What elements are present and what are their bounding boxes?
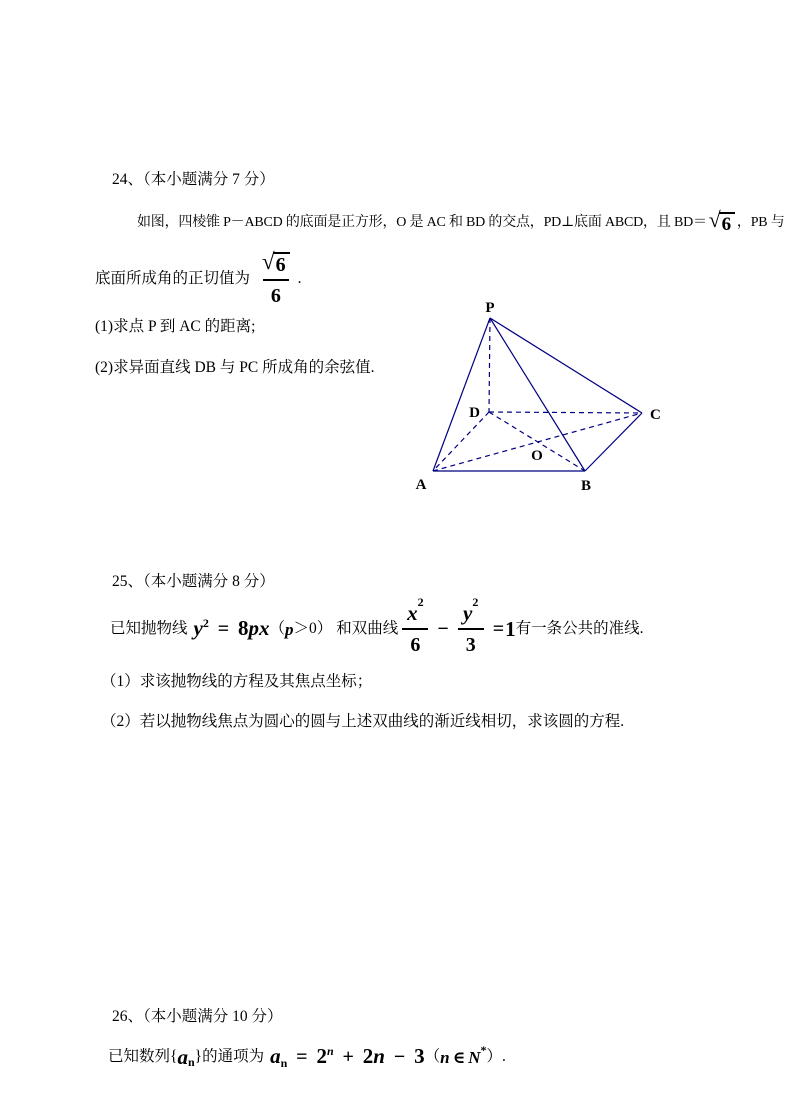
- general-term-formula: [270, 1043, 425, 1071]
- q25-eq-mid: 和双曲线: [336, 620, 399, 638]
- subscript-n: n: [187, 1054, 195, 1069]
- minus-sign: −: [437, 618, 449, 640]
- edge-DC-dashed: [489, 412, 642, 413]
- gt-zero: ＞0: [293, 620, 317, 638]
- coefficient-8: 8: [238, 615, 249, 640]
- q25-title: 25、（本小题满分 8 分）: [112, 573, 275, 590]
- edge-BC: [585, 413, 642, 471]
- radicand: 6: [719, 212, 735, 234]
- q26-title: 26、（本小题满分 10 分）: [112, 1008, 283, 1025]
- q26-sequence-line: [108, 1039, 506, 1075]
- vertex-label-B: B: [580, 478, 592, 494]
- q25-equation-line: [110, 595, 644, 663]
- edge-DA-dashed: [433, 412, 489, 471]
- var-y: y: [463, 601, 473, 625]
- edge-PA: [433, 318, 490, 471]
- equals-sign: =: [217, 617, 230, 640]
- number-3: 3: [414, 1043, 425, 1068]
- fraction-denominator: 3: [458, 628, 484, 655]
- q25-item-2: （2）若以抛物线焦点为圆心的圆与上述双曲线的渐近线相切，求该圆的方程.: [101, 713, 625, 730]
- edge-PC: [490, 318, 642, 413]
- var-y: y: [193, 615, 203, 640]
- base-2: 2: [316, 1043, 327, 1068]
- q24-para1-tail: ，PB 与: [736, 215, 785, 231]
- fraction-denominator: 6: [402, 628, 428, 655]
- equals-sign: =: [296, 1045, 308, 1068]
- var-a: a: [177, 1044, 188, 1069]
- hyperbola-fraction-x: [402, 594, 428, 656]
- q24-para2-text: 底面所成角的正切值为: [95, 270, 251, 288]
- exponent-2: 2: [417, 594, 424, 609]
- coefficient-2: 2: [362, 1043, 374, 1068]
- plus-sign: +: [342, 1045, 354, 1068]
- radical-sign: √: [708, 208, 721, 232]
- var-n: n: [440, 1047, 450, 1067]
- pyramid-svg: [408, 298, 680, 508]
- vertex-label-P: P: [485, 300, 495, 316]
- minus-sign: −: [393, 1045, 406, 1068]
- var-a: a: [270, 1043, 281, 1068]
- paren-close: ）: [316, 620, 333, 638]
- radical-sign: √: [262, 249, 275, 274]
- q25-item-1: （1）求该抛物线的方程及其焦点坐标；: [101, 673, 373, 690]
- vertex-label-A: A: [415, 477, 427, 493]
- vertex-label-C: C: [650, 407, 661, 423]
- sqrt-6-numerator: [262, 249, 290, 276]
- q24-paragraph-1: [137, 206, 785, 240]
- var-p: p: [285, 619, 294, 639]
- paren-open: （: [424, 1048, 441, 1066]
- q24-item-2: (2)求异面直线 DB 与 PC 所成角的余弦值.: [95, 359, 375, 376]
- exponent-n: n: [326, 1044, 334, 1059]
- hyperbola-fraction-y: [458, 594, 484, 656]
- q24-para1-text: 如图，四棱锥 P－ABCD 的底面是正方形，O 是 AC 和 BD 的交点，PD⊥底面 ABCD，且 BD＝: [137, 215, 707, 231]
- paren-close-period: ）.: [486, 1048, 506, 1066]
- q26-mid: }的通项为: [194, 1048, 265, 1066]
- paren-open: （: [269, 620, 286, 638]
- q26-pre: 已知数列{: [108, 1048, 178, 1066]
- q24-para2-period: .: [297, 270, 302, 288]
- vertex-label-D: D: [469, 405, 480, 421]
- q24-title: 24、（本小题满分 7 分）: [112, 171, 275, 188]
- tangent-fraction: [258, 249, 294, 307]
- set-N: N: [468, 1047, 481, 1067]
- point-label-O: O: [531, 448, 543, 464]
- edge-PD-dashed: [489, 318, 490, 412]
- element-of-sign: ∈: [452, 1047, 466, 1067]
- fraction-denominator: 6: [263, 279, 289, 306]
- var-n: n: [373, 1043, 385, 1068]
- superscript-star: *: [480, 1042, 487, 1057]
- equals-sign: =: [492, 618, 505, 640]
- subscript-n: n: [280, 1056, 288, 1071]
- radicand: 6: [273, 252, 290, 275]
- var-x: x: [407, 601, 418, 625]
- pyramid-figure: [408, 298, 680, 513]
- exponent-2: 2: [472, 594, 479, 609]
- var-px: px: [248, 615, 270, 640]
- parabola-equation: [193, 615, 270, 640]
- q24-item-1: (1)求点 P 到 AC 的距离;: [95, 318, 256, 335]
- number-1: 1: [505, 616, 516, 641]
- sqrt-6-inline: [708, 208, 735, 235]
- q25-eq-post: 有一条公共的准线.: [515, 620, 644, 638]
- exponent-2: 2: [202, 616, 209, 631]
- q25-eq-pre: 已知抛物线: [110, 620, 188, 638]
- q24-paragraph-2: [95, 248, 302, 310]
